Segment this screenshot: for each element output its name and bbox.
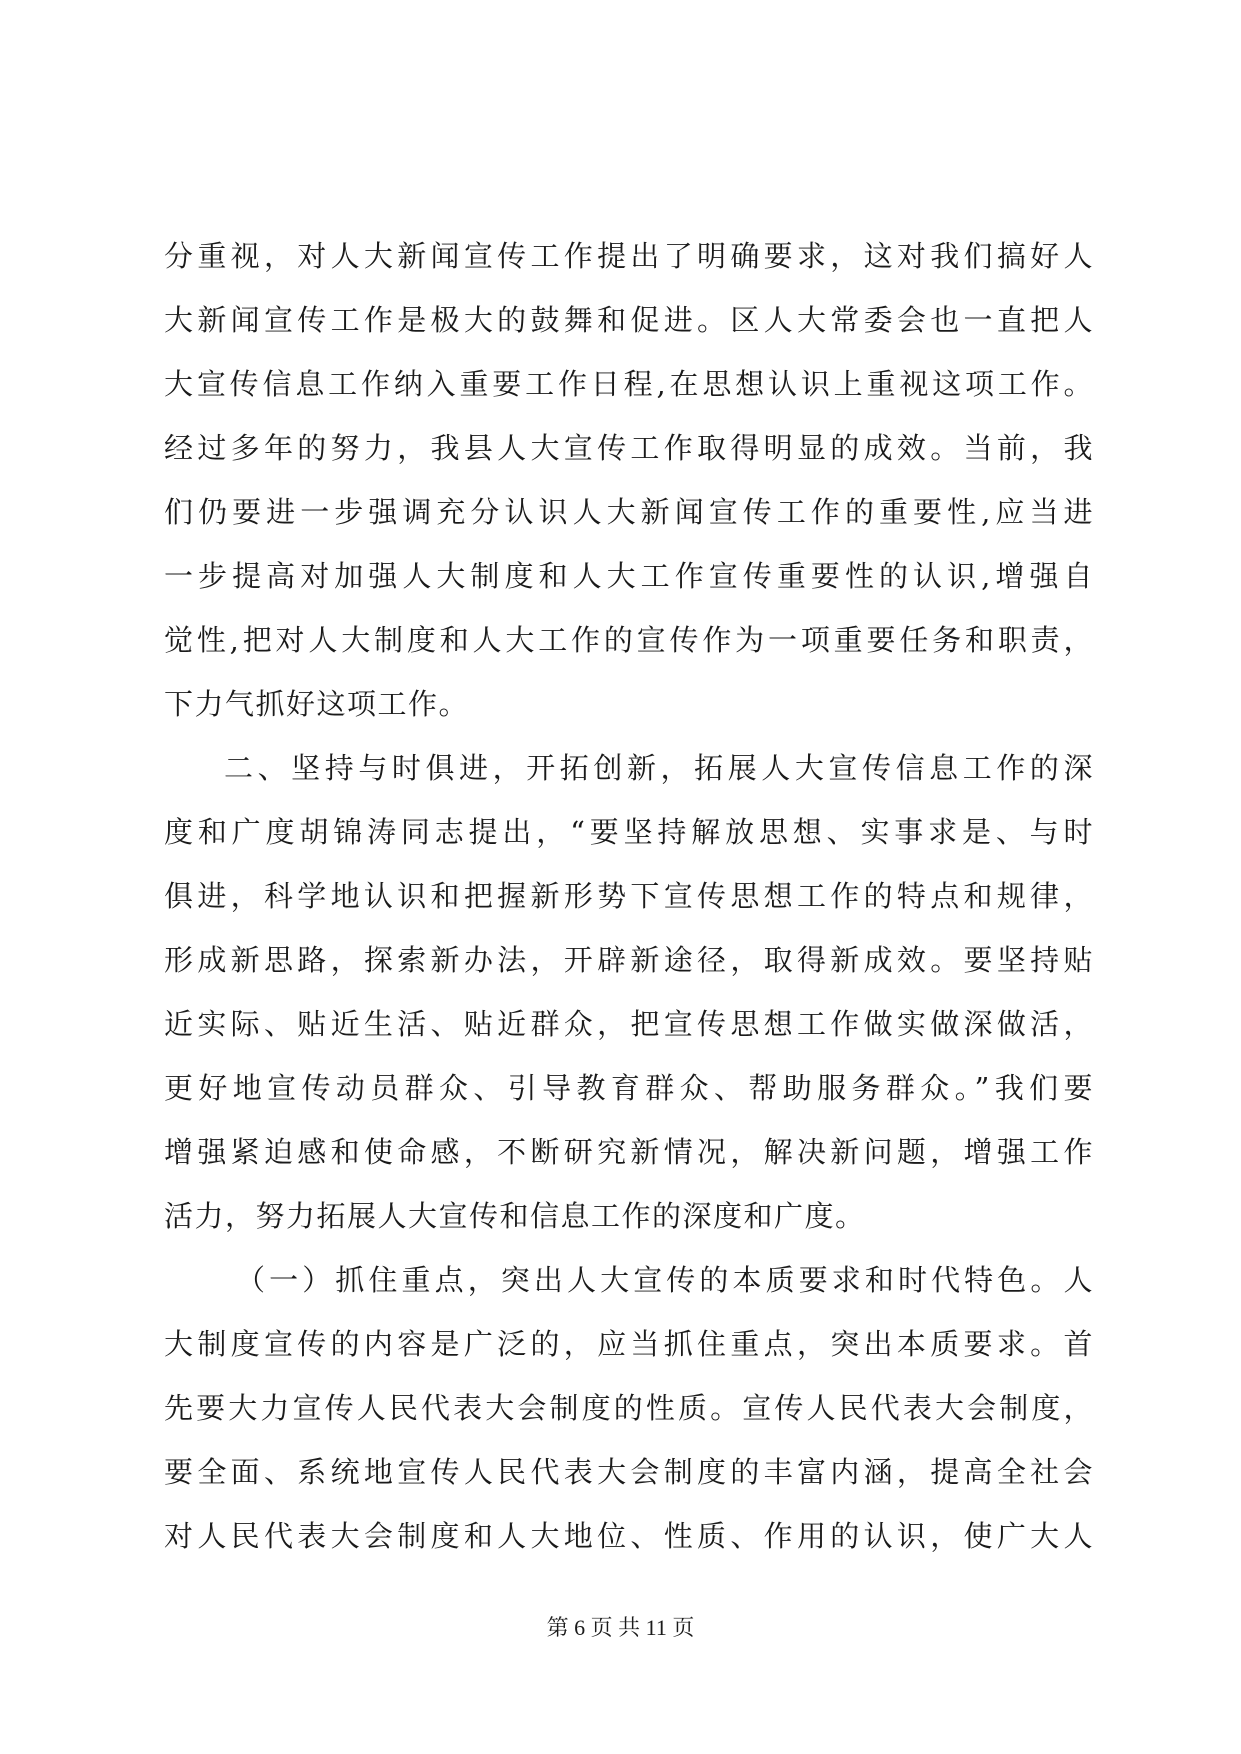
text-line: 下力气抓好这项工作。 [164, 687, 470, 721]
text-line: 俱进，科学地认识和把握新形势下宣传思想工作的特点和规律， [164, 879, 1094, 913]
text-line: 们仍要进一步强调充分认识人大新闻宣传工作的重要性,应当进 [164, 495, 1094, 529]
text-line: 要全面、系统地宣传人民代表大会制度的丰富内涵，提高全社会 [164, 1455, 1094, 1489]
text-line: 大制度宣传的内容是广泛的，应当抓住重点，突出本质要求。首 [164, 1327, 1094, 1361]
text-line: 经过多年的努力，我县人大宣传工作取得明显的成效。当前，我 [164, 431, 1094, 465]
text-line: 度和广度胡锦涛同志提出，“要坚持解放思想、实事求是、与时 [164, 815, 1094, 849]
text-line: 增强紧迫感和使命感，不断研究新情况，解决新问题，增强工作 [164, 1135, 1094, 1169]
text-line: 觉性,把对人大制度和人大工作的宣传作为一项重要任务和职责， [164, 623, 1094, 657]
text-line: 大新闻宣传工作是极大的鼓舞和促进。区人大常委会也一直把人 [164, 303, 1094, 337]
text-line: 二、坚持与时俱进，开拓创新，拓展人大宣传信息工作的深 [224, 751, 1094, 785]
text-line: 形成新思路，探索新办法，开辟新途径，取得新成效。要坚持贴 [164, 943, 1094, 977]
text-line: 分重视，对人大新闻宣传工作提出了明确要求，这对我们搞好人 [164, 239, 1094, 273]
page-number-footer: 第 6 页 共 11 页 [546, 1615, 695, 1640]
text-line: 近实际、贴近生活、贴近群众，把宣传思想工作做实做深做活， [164, 1007, 1094, 1041]
text-line: 更好地宣传动员群众、引导教育群众、帮助服务群众。”我们要 [164, 1071, 1094, 1105]
body-text [164, 224, 1094, 1568]
text-line: （一）抓住重点，突出人大宣传的本质要求和时代特色。人 [236, 1263, 1094, 1297]
text-line: 对人民代表大会制度和人大地位、性质、作用的认识，使广大人 [164, 1519, 1094, 1553]
text-line: 一步提高对加强人大制度和人大工作宣传重要性的认识,增强自 [164, 559, 1094, 593]
text-line: 先要大力宣传人民代表大会制度的性质。宣传人民代表大会制度， [164, 1391, 1094, 1425]
text-line: 大宣传信息工作纳入重要工作日程,在思想认识上重视这项工作。 [164, 367, 1094, 401]
text-line: 活力，努力拓展人大宣传和信息工作的深度和广度。 [164, 1199, 866, 1233]
